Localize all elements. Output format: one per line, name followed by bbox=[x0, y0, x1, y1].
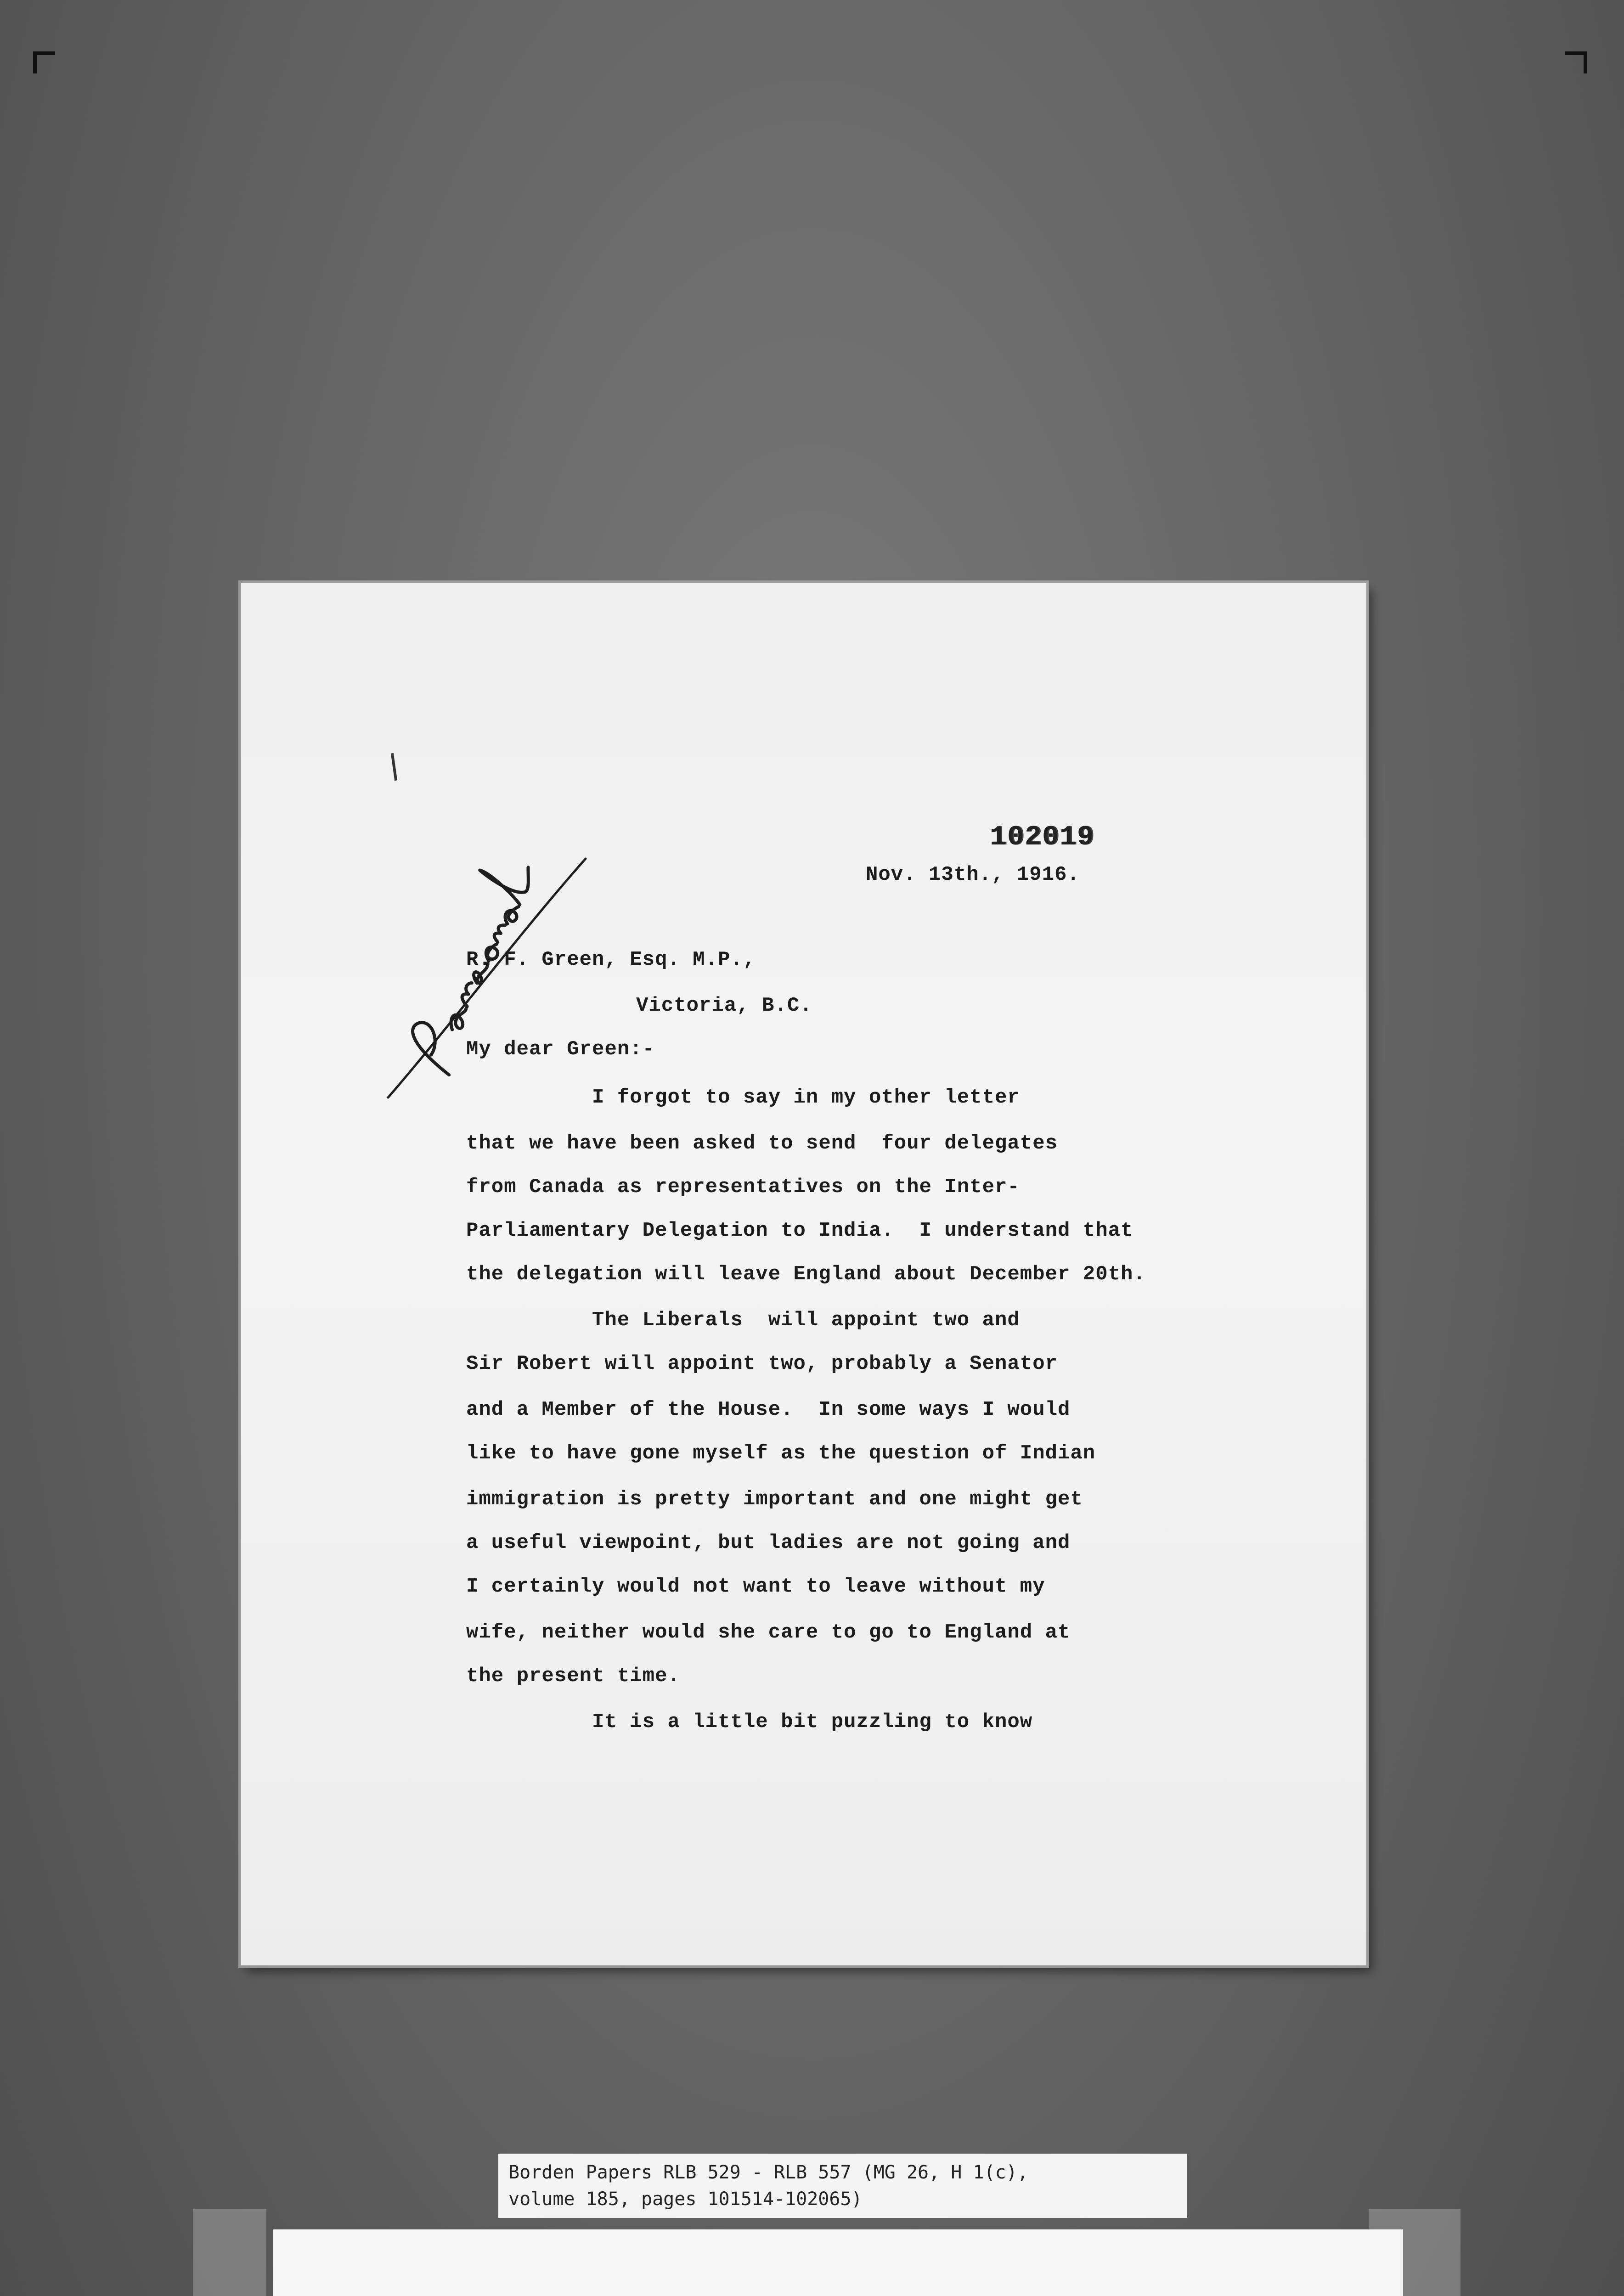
body-line: the present time. bbox=[466, 1665, 680, 1688]
body-line: and a Member of the House. In some ways I would bbox=[466, 1398, 1071, 1421]
document-number: 102019 bbox=[990, 822, 1095, 853]
body-line: from Canada as representatives on the Inter- bbox=[466, 1176, 1020, 1199]
body-line: wife, neither would she care to go to England at bbox=[466, 1621, 1071, 1644]
body-line: a useful viewpoint, but ladies are not going and bbox=[466, 1531, 1071, 1554]
body-line: like to have gone myself as the question of Indian bbox=[466, 1442, 1096, 1465]
letter-page bbox=[241, 583, 1366, 1965]
citation-line: Borden Papers RLB 529 - RLB 557 (MG 26, H 1(c), bbox=[508, 2162, 1028, 2183]
letter-date: Nov. 13th., 1916. bbox=[866, 863, 1080, 886]
body-line: The Liberals will appoint two and bbox=[466, 1309, 1020, 1332]
crop-mark-top-left bbox=[33, 51, 55, 73]
citation-line: volume 185, pages 101514-102065) bbox=[508, 2189, 863, 2210]
addressee-name: R. F. Green, Esq. M.P., bbox=[466, 948, 756, 971]
salutation: My dear Green:- bbox=[466, 1038, 655, 1061]
crop-mark-top-right bbox=[1565, 51, 1587, 73]
body-line: I certainly would not want to leave without my bbox=[466, 1575, 1045, 1598]
body-line: Sir Robert will appoint two, probably a Senator bbox=[466, 1352, 1058, 1375]
body-line: Parliamentary Delegation to India. I understand that bbox=[466, 1219, 1133, 1242]
body-line: It is a little bit puzzling to know bbox=[466, 1711, 1033, 1733]
archives-card bbox=[273, 2229, 1403, 2296]
body-line: immigration is pretty important and one might get bbox=[466, 1488, 1083, 1511]
addressee-city: Victoria, B.C. bbox=[636, 994, 812, 1017]
tape-strip-left bbox=[193, 2209, 266, 2296]
body-line: the delegation will leave England about December 20th. bbox=[466, 1263, 1146, 1286]
citation-label bbox=[498, 2154, 1187, 2218]
body-line: that we have been asked to send four delegates bbox=[466, 1132, 1058, 1155]
body-line: I forgot to say in my other letter bbox=[466, 1086, 1020, 1109]
pencil-tick-mark bbox=[391, 753, 397, 781]
